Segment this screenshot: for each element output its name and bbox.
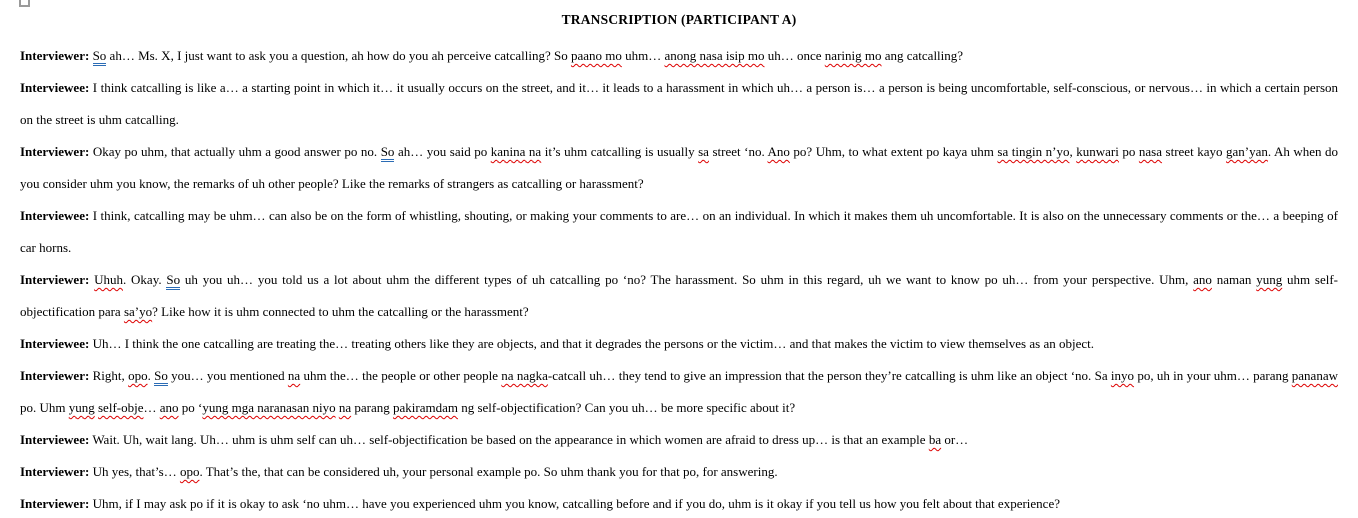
spellcheck-marked-text: paano mo [570,48,622,63]
spellcheck-marked-text: inyo [1110,368,1135,383]
spellcheck-marked-text: yung [1256,272,1283,287]
transcript-text: uh you uh… you told us a lot about uhm the different types of uh catcalling po ‘no? The harassment. So uhm in this regard, uh we want to know po uh… from your perspective. Uhm, [180,272,1194,287]
transcript-text: street kayo [1162,144,1227,159]
transcript-text: I think, catcalling may be uhm… can also be on the form of whistling, shouting, or making your comments to are… on an individual. In which it makes them uh uncomfortable. It is also on the unnecessary comments or the… a beeping of car horns. [20,208,1339,255]
speaker-label: Interviewer: [20,368,90,383]
spellcheck-marked-text: Uhuh [94,272,123,287]
spellcheck-marked-text: yung [68,400,95,415]
transcript-text: street ‘no. [708,144,768,159]
transcript-text: ah… Ms. X, I just want to ask you a question, ah how do you ah perceive catcalling? So [106,48,571,63]
grammar-marked-text: So [93,48,107,66]
spellcheck-marked-text: sa’yo [123,304,153,319]
transcript-paragraph [20,72,1338,136]
transcript-text: ah… you said po [394,144,491,159]
transcript-text: po? Uhm, to what extent po kaya uhm [789,144,998,159]
spellcheck-marked-text: gan’yan [1226,144,1268,159]
transcript-text: you… you mentioned [167,368,288,383]
spellcheck-marked-text: kanina na [490,144,542,159]
spellcheck-marked-text: pananaw [1291,368,1338,383]
page-title: TRANSCRIPTION (PARTICIPANT A) [561,12,797,27]
speaker-label: Interviewer: [20,464,90,479]
transcript-text: Uhm, if I may ask po if it is okay to ask ‘no uhm… have you experienced uhm you know, catcalling before and if you do, uhm is it okay if you tell us how you felt about that experience? [92,496,1060,511]
transcript-paragraph [20,424,1338,456]
spellcheck-marked-text: kunwari [1076,144,1119,159]
spellcheck-marked-text: na [287,368,301,383]
spellcheck-marked-text: ba [928,432,942,447]
spellcheck-marked-text: sa [698,144,709,159]
transcript-text: po, uh in your uhm… parang [1134,368,1292,383]
transcript-paragraph [20,40,1338,72]
transcript-text: ? Like how it is uhm connected to uhm the catcalling or the harassment? [152,304,529,319]
spellcheck-marked-text: self-obje [98,400,144,415]
spellcheck-marked-text: sa tingin n’yo [997,144,1070,159]
speaker-label: Interviewee: [20,80,90,95]
spellcheck-marked-text: opo [179,464,200,479]
transcript-text: . Ah when do you consider uhm you know, the remarks of uh other people? Like the remarks of strangers as catcalling or harassment? [20,144,1339,191]
transcript-text: . [147,368,155,383]
transcript-text: Okay po uhm, that actually uhm a good answer po no. [92,144,381,159]
spellcheck-marked-text: na [338,400,352,415]
spellcheck-marked-text: nasa [1138,144,1163,159]
speaker-label: Interviewee: [20,432,90,447]
transcript-text: ang catcalling? [881,48,964,63]
transcript-paragraph [20,456,1338,488]
transcript-text: ng self-objectification? Can you uh… be more specific about it? [457,400,796,415]
transcript-text: . That’s the, that can be considered uh, your personal example po. So uhm thank you for that po, for answering. [199,464,778,479]
transcript-paragraph [20,200,1338,264]
transcript-text: uh… once [764,48,825,63]
speaker-label: Interviewer: [20,496,90,511]
transcript-text: Wait. Uh, wait lang. Uh… uhm is uhm self can uh… self-objectification be based on the appearance in which women are afraid to dress up… is that an example [92,432,929,447]
spellcheck-marked-text: pakiramdam [392,400,458,415]
transcript-text: Uh yes, that’s… [92,464,180,479]
transcript-text: uhm self-objectification para [20,272,1338,319]
spellcheck-marked-text: opo [128,368,148,383]
transcript-text: , [1069,144,1077,159]
spellcheck-marked-text: yung mga naranasan niyo [202,400,336,415]
transcript-paragraph [20,264,1338,328]
speaker-label: Interviewee: [20,336,90,351]
transcript-text: naman [1211,272,1257,287]
transcript-text: or… [941,432,969,447]
grammar-marked-text: So [381,144,395,162]
spellcheck-marked-text: ano [159,400,179,415]
transcript-paragraph [20,360,1338,424]
transcript-text: it’s uhm catcalling is usually [541,144,699,159]
spellcheck-marked-text: Ano [767,144,790,159]
object-anchor-marker-icon [19,0,30,7]
transcript-text: -catcall uh… they tend to give an impression that the person they’re catcalling is uhm like an object ‘no. Sa [547,368,1111,383]
grammar-marked-text: So [154,368,168,386]
transcript-paragraph [20,488,1338,518]
grammar-marked-text: So [166,272,180,290]
transcript-text: parang [351,400,393,415]
spellcheck-marked-text: anong nasa isip mo [664,48,765,63]
transcript-text: Uh… I think the one catcalling are treating the… treating others like they are objects, and that it degrades the persons or the victim… and that makes the victim to view themselves as an object. [92,336,1094,351]
transcript-text: po [1118,144,1139,159]
speaker-label: Interviewer: [20,272,90,287]
speaker-label: Interviewer: [20,48,90,63]
transcript-text: … [143,400,160,415]
speaker-label: Interviewer: [20,144,90,159]
transcript-text: . Okay. [123,272,167,287]
transcript-text: uhm the… the people or other people [300,368,502,383]
spellcheck-marked-text: na nagka [501,368,548,383]
transcript-text: po. Uhm [20,400,69,415]
spellcheck-marked-text: ano [1193,272,1212,287]
spellcheck-marked-text: narinig mo [824,48,882,63]
speaker-label: Interviewee: [20,208,90,223]
transcript-paragraph [20,328,1338,360]
transcript-paragraph [20,136,1338,200]
transcript-text: Right, [92,368,129,383]
transcript-text: uhm… [621,48,665,63]
transcript-text: po ‘ [178,400,203,415]
transcript-text: I think catcalling is like a… a starting point in which it… it usually occurs on the street, and it… it leads to a harassment in which uh… a person is… a person is being uncomfortable, self-conscious, or nervous… in which a certain person on the street is uhm catcalling. [20,80,1339,127]
transcript [20,40,1338,518]
